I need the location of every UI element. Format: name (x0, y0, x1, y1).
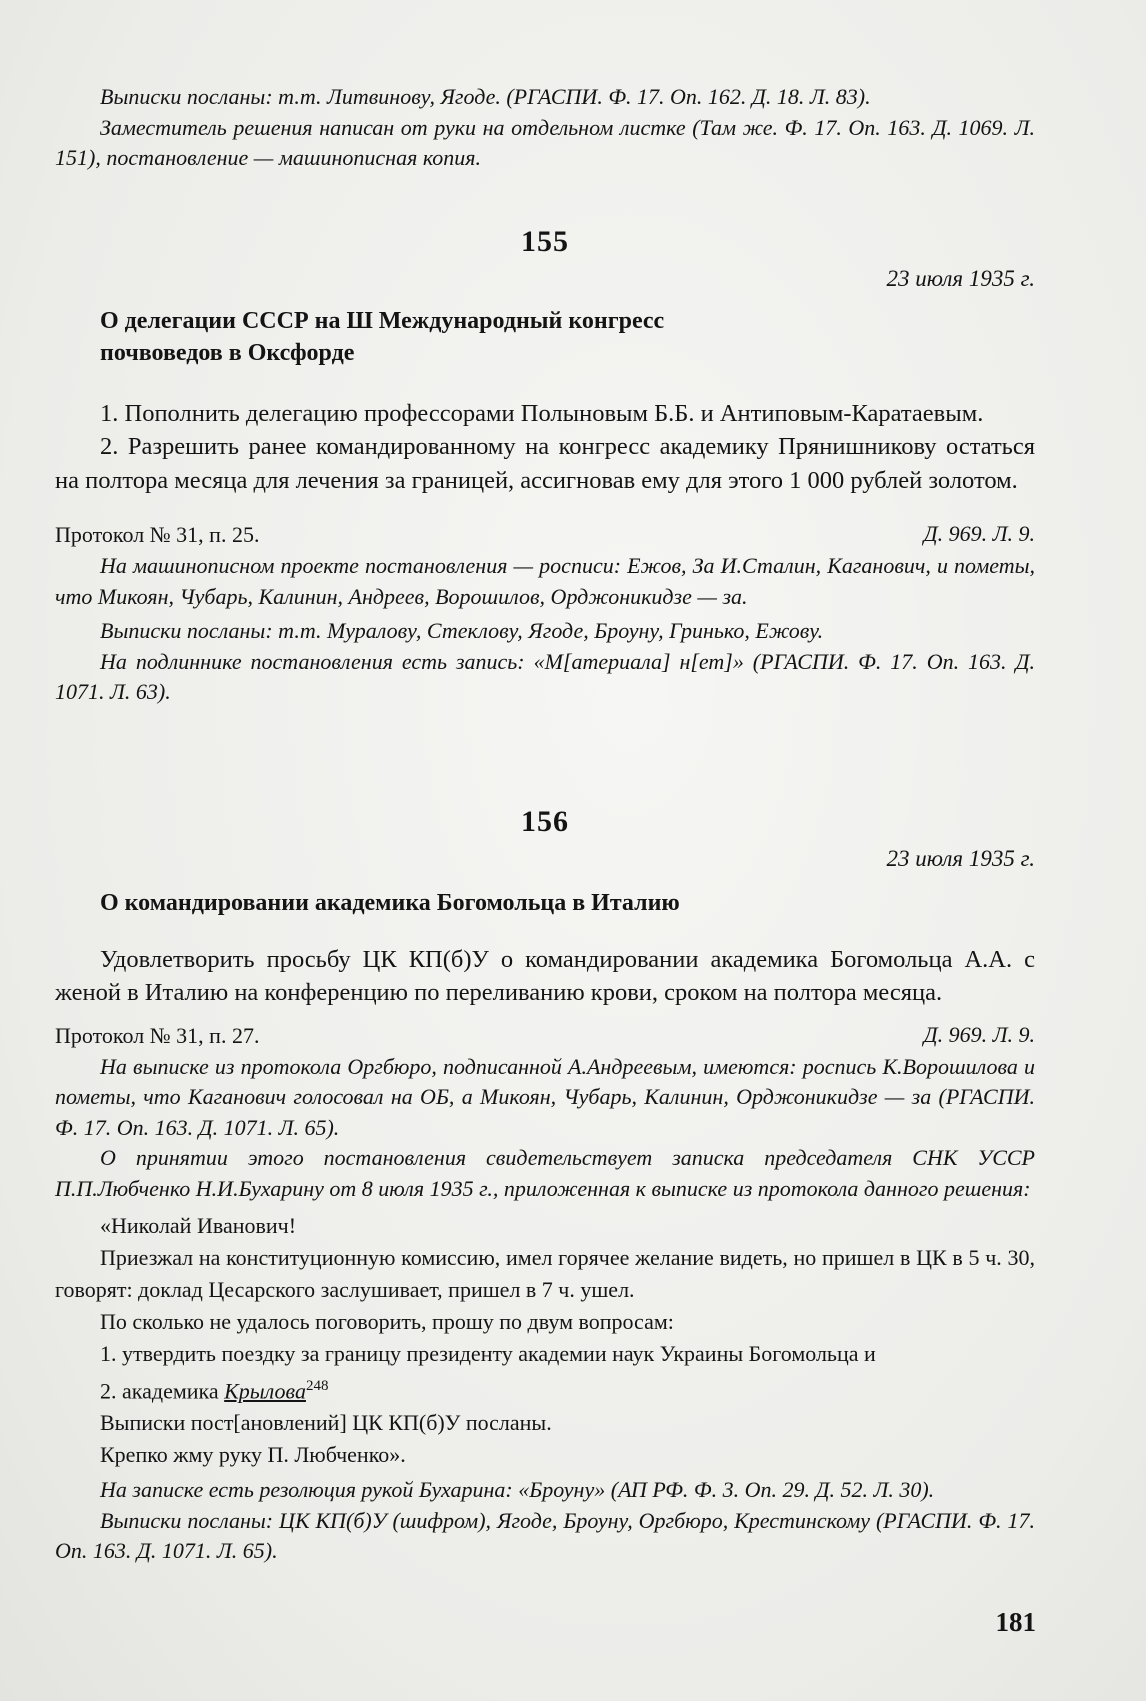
letter-signature: Крепко жму руку П. Любченко». (100, 1442, 406, 1468)
document-body (55, 397, 1035, 498)
intro-note (55, 82, 1035, 174)
document-number: 155 (521, 225, 569, 258)
archival-note-2: О принятии этого постановления свидетельствует записка председателя СНК УССР П.П.Любченко Н.И.Бухарину от 8 июля 1935 г., приложенная к выписке из протокола данного решения: (55, 1145, 1035, 1201)
document-155 (55, 222, 1035, 708)
intro-note-line1: Выписки посланы: т.т. Литвинову, Ягоде. (РГАСПИ. Ф. 17. Оп. 162. Д. 18. Л. 83). (100, 84, 871, 109)
protocol: Протокол № 31, п. 27. (55, 1022, 260, 1048)
archival-note-2: Выписки посланы: т.т. Муралову, Стеклову, Ягоде, Броуну, Гринько, Ежову. (100, 618, 824, 643)
letter-paragraph: 1. утвердить поездку за границу президенту академии наук Украины Богомольца и (100, 1341, 876, 1366)
archival-note-3: На записке есть резолюция рукой Бухарина: «Броуну» (АП РФ. Ф. 3. Оп. 29. Д. 52. Л. 30). (100, 1477, 935, 1503)
document-number: 156 (521, 805, 569, 838)
document-date: 23 июля 1935 г. (886, 846, 1035, 871)
letter-salutation: «Николай Иванович! (100, 1213, 297, 1238)
archive-ref: Д. 969. Л. 9. (923, 1021, 1035, 1047)
letter-paragraph: По сколько не удалось поговорить, прошу по двум вопросам: (100, 1309, 674, 1334)
page-number: 181 (995, 1607, 1036, 1637)
archival-note-1: На выписке из протокола Оргбюро, подписанной А.Андреевым, имеются: роспись К.Ворошилова и пометы, что Каганович голосовал на ОБ, а Микоян, Чубарь, Калинин, Орджоникидзе — за (РГАСПИ. Ф. 17. Оп. 163. Д. 1071. Л. 65). (55, 1053, 1035, 1140)
document-date: 23 июля 1935 г. (886, 266, 1035, 291)
archival-note-1: На машинописном проекте постановления — росписи: Ежов, За И.Сталин, Каганович, и пометы, что Микоян, Чубарь, Калинин, Андреев, Ворошилов, Орджоникидзе — за. (55, 553, 1035, 609)
protocol-line (55, 519, 1035, 551)
letter (55, 1210, 1035, 1471)
document-title: О делегации СССР на Ш Международный конгресс почвоведов в Оксфорде (100, 307, 665, 366)
archive-ref: Д. 969. Л. 9. (923, 521, 1035, 546)
letter-text: 2. академика (100, 1378, 225, 1404)
letter-name: Крылова (224, 1378, 306, 1404)
footnote-marker: 248 (305, 1378, 329, 1394)
letter-paragraph (55, 1370, 1035, 1407)
document-body: Удовлетворить просьбу ЦК КП(б)У о командировании академика Богомольца А.А. с женой в Италию на конференцию по переливанию крови, сроком на полтора месяца. (55, 945, 1035, 1006)
letter-paragraph: Выписки пост[ановлений] ЦК КП(б)У посланы. (100, 1410, 552, 1436)
archival-note-4: Выписки посланы: ЦК КП(б)У (шифром), Ягоде, Броуну, Оргбюро, Крестинскому (РГАСПИ. Ф. 17. Оп. 163. Д. 1071. Л. 65). (55, 1507, 1035, 1564)
protocol: Протокол № 31, п. 25. (55, 522, 260, 547)
archival-note-3: На подлиннике постановления есть запись: «М[атериала] н[ет]» (РГАСПИ. Ф. 17. Оп. 163. Д. 1071. Л. 63). (55, 648, 1035, 704)
item-2: 2. Разрешить ранее командированному на конгресс академику Прянишникову остаться на полтора месяца для лечения за границей, ассигновав ему для этого 1 000 рублей золотом. (55, 433, 1035, 494)
item-1: 1. Пополнить делегацию профессорами Полыновым Б.Б. и Антиповым-Каратаевым. (100, 399, 984, 427)
document-156 (55, 802, 1035, 1567)
intro-note-line2: Заместитель решения написан от руки на отдельном листке (Там же. Ф. 17. Оп. 163. Д. 1069. Л. 151), постановление — машинописная копия. (55, 114, 1035, 170)
protocol-line (55, 1020, 1035, 1052)
document-title: О командировании академика Богомольца в Италию (100, 889, 680, 916)
letter-paragraph: Приезжал на конституционную комиссию, имел горячее желание видеть, но пришел в ЦК в 5 ч. 30, говорят: доклад Цесарского заслушивает, пришел в 7 ч. ушел. (55, 1245, 1035, 1302)
